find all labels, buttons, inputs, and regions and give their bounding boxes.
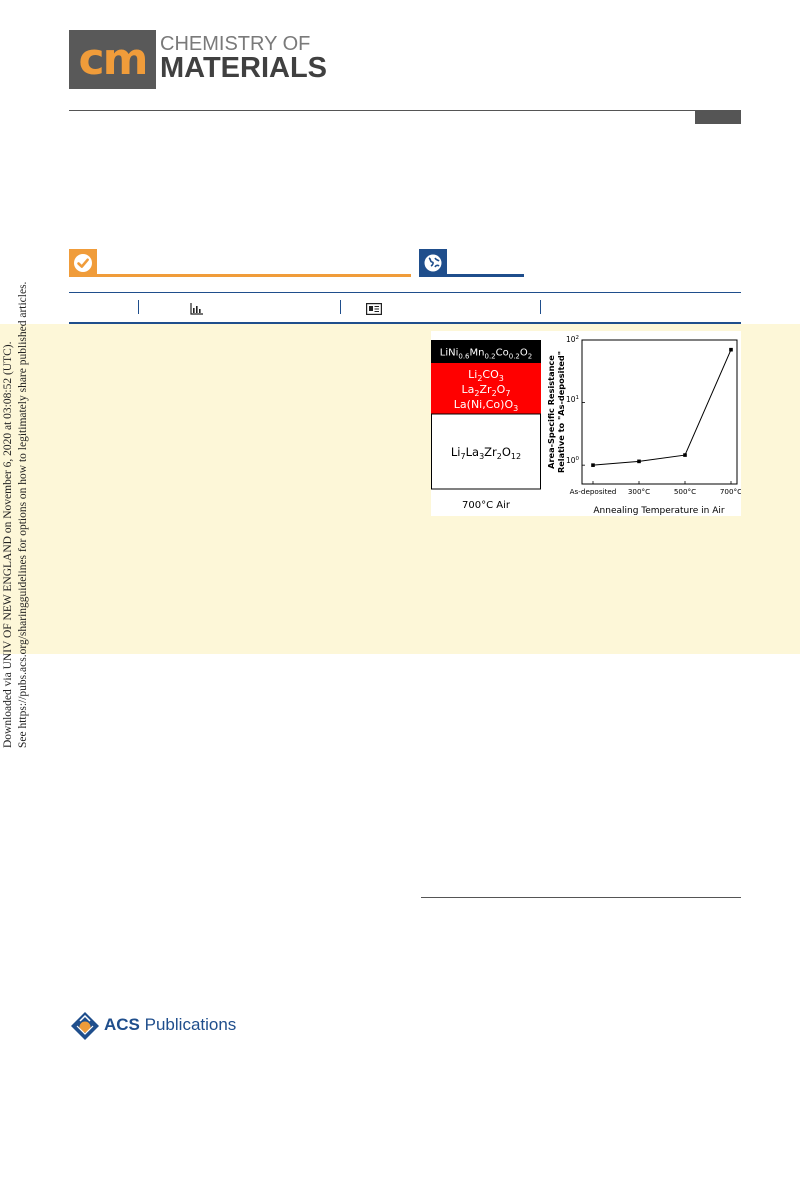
- header-tab: [695, 110, 741, 124]
- check-icon: [69, 249, 97, 277]
- data-point: [683, 453, 687, 457]
- globe-icon: [419, 249, 447, 277]
- interface-phase-label: $La_2Zr_2O_7$: [461, 383, 511, 398]
- metrics-separator: [340, 300, 341, 314]
- globe-bar: [447, 274, 524, 277]
- data-point: [591, 463, 595, 467]
- footnote-divider: [421, 897, 741, 898]
- resistance-chart: [546, 335, 741, 516]
- interface-phase-label: $La(Ni,Co)O_3$: [453, 398, 519, 413]
- acs-publications-wordmark: [104, 1015, 236, 1035]
- x-tick-label: 300°C: [627, 487, 651, 496]
- y-tick-label: $10^2$: [565, 335, 579, 344]
- cathode-layer-label: $LiNi_{0.6}Mn_{0.2}Co_{0.2}O_2$: [439, 347, 533, 361]
- journal-name-line1: CHEMISTRY OF: [160, 33, 311, 55]
- journal-name-line2: MATERIALS: [160, 52, 328, 84]
- y-axis-label-line1: Area-Specific Resistance: [546, 355, 556, 469]
- x-tick-label: As-deposited: [569, 487, 617, 496]
- y-tick-label: $10^0$: [565, 456, 579, 465]
- access-bar: [97, 274, 411, 277]
- journal-logo: [69, 30, 156, 89]
- article-recommendations-icon[interactable]: [366, 302, 382, 320]
- acs-suffix: Publications: [144, 1015, 237, 1034]
- x-tick-label: 700°C: [719, 487, 741, 496]
- chart-plot-area: [582, 340, 737, 484]
- acs-logo-icon: [69, 1010, 101, 1042]
- download-notice-line1: Downloaded via UNIV OF NEW ENGLAND on November 6, 2020 at 03:08:52 (UTC).: [2, 341, 14, 748]
- y-tick-label: $10^1$: [565, 395, 579, 404]
- y-axis-label-line2: Relative to "As-deposited": [556, 350, 566, 474]
- metrics-separator: [540, 300, 541, 314]
- metrics-separator: [138, 300, 139, 314]
- data-point: [729, 348, 733, 352]
- journal-logo-letters: cm: [78, 34, 147, 85]
- x-axis-label: Annealing Temperature in Air: [593, 506, 725, 516]
- acs-name: ACS: [104, 1015, 140, 1034]
- metrics-bar-top-rule: [69, 292, 741, 293]
- bar-chart-icon[interactable]: [190, 302, 204, 320]
- download-notice-line2: See https://pubs.acs.org/sharingguidelines for options on how to legitimately share published articles.: [17, 281, 29, 748]
- header-divider: [69, 110, 741, 111]
- x-tick-label: 500°C: [673, 487, 697, 496]
- layer-stack-caption: 700°C Air: [462, 500, 510, 511]
- data-point: [637, 460, 641, 464]
- interface-phase-label: $Li_2CO_3$: [468, 368, 504, 383]
- download-notice: [1, 281, 41, 1188]
- electrolyte-layer-label: $Li_7La_3Zr_2O_{12}$: [450, 445, 522, 461]
- toc-graphic: [431, 331, 741, 516]
